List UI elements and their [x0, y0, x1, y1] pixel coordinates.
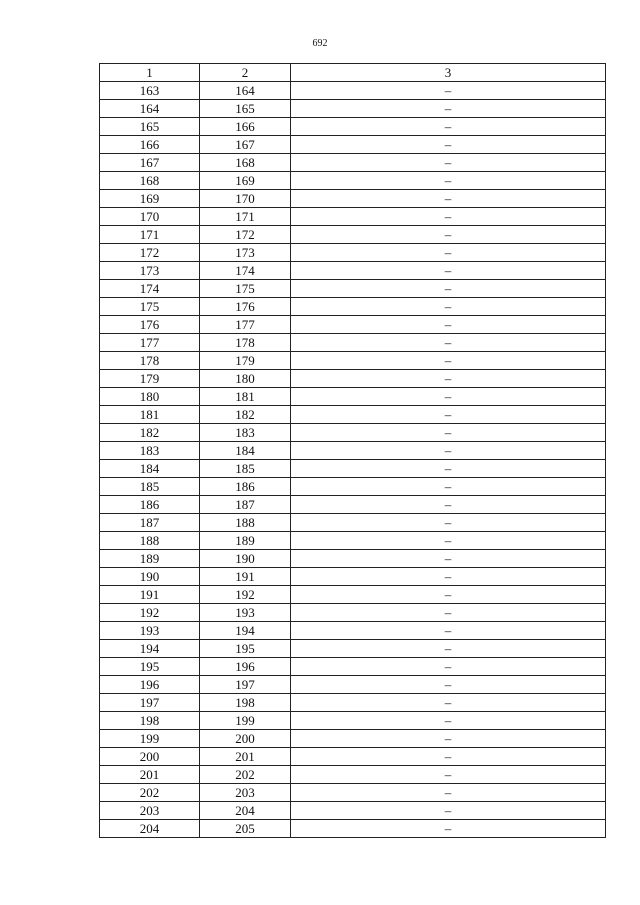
- table-cell: –: [291, 100, 606, 118]
- column-header: 3: [291, 64, 606, 82]
- table-cell: 191: [100, 586, 200, 604]
- table-cell: –: [291, 244, 606, 262]
- table-row: [100, 136, 606, 154]
- table-cell: –: [291, 730, 606, 748]
- table-cell: 194: [100, 640, 200, 658]
- table-row: [100, 244, 606, 262]
- table-cell: 202: [200, 766, 291, 784]
- table-cell: 172: [200, 226, 291, 244]
- table-cell: 176: [100, 316, 200, 334]
- table-cell: –: [291, 172, 606, 190]
- table-cell: 198: [200, 694, 291, 712]
- table-cell: 189: [200, 532, 291, 550]
- table-cell: 173: [100, 262, 200, 280]
- table-row: [100, 280, 606, 298]
- table-cell: 169: [200, 172, 291, 190]
- table-row: [100, 82, 606, 100]
- table-row: [100, 784, 606, 802]
- table-cell: –: [291, 820, 606, 838]
- table-cell: 165: [200, 100, 291, 118]
- table-cell: –: [291, 604, 606, 622]
- table-row: [100, 802, 606, 820]
- table-cell: 184: [100, 460, 200, 478]
- table-row: [100, 568, 606, 586]
- table-row: [100, 334, 606, 352]
- table-row: [100, 730, 606, 748]
- table-cell: 175: [100, 298, 200, 316]
- page-number: 692: [312, 38, 328, 49]
- table-cell: 174: [200, 262, 291, 280]
- table-cell: 183: [100, 442, 200, 460]
- table-cell: 189: [100, 550, 200, 568]
- table-cell: 173: [200, 244, 291, 262]
- table-cell: –: [291, 694, 606, 712]
- table-row: [100, 118, 606, 136]
- table-row: [100, 550, 606, 568]
- table-cell: 200: [100, 748, 200, 766]
- table-cell: 203: [100, 802, 200, 820]
- table-cell: 194: [200, 622, 291, 640]
- table-cell: 163: [100, 82, 200, 100]
- table-row: [100, 820, 606, 838]
- table-cell: 179: [100, 370, 200, 388]
- table-cell: 176: [200, 298, 291, 316]
- table-cell: 165: [100, 118, 200, 136]
- table-cell: 188: [100, 532, 200, 550]
- table-row: [100, 514, 606, 532]
- table-cell: –: [291, 370, 606, 388]
- table-cell: 183: [200, 424, 291, 442]
- table-cell: 195: [200, 640, 291, 658]
- table-cell: 174: [100, 280, 200, 298]
- table-cell: 180: [100, 388, 200, 406]
- table-cell: 164: [100, 100, 200, 118]
- table-cell: –: [291, 298, 606, 316]
- table-row: [100, 352, 606, 370]
- table-cell: 200: [200, 730, 291, 748]
- table-cell: 203: [200, 784, 291, 802]
- table-cell: 177: [200, 316, 291, 334]
- table-cell: –: [291, 316, 606, 334]
- table-cell: –: [291, 262, 606, 280]
- table-row: [100, 388, 606, 406]
- table-cell: –: [291, 280, 606, 298]
- table-row: [100, 622, 606, 640]
- table-row: [100, 478, 606, 496]
- table-row: [100, 640, 606, 658]
- table-cell: –: [291, 208, 606, 226]
- table-row: [100, 154, 606, 172]
- table-cell: –: [291, 766, 606, 784]
- table-row: [100, 658, 606, 676]
- table-cell: 196: [100, 676, 200, 694]
- table-cell: 185: [100, 478, 200, 496]
- table-cell: –: [291, 532, 606, 550]
- table-cell: –: [291, 586, 606, 604]
- table-cell: 204: [100, 820, 200, 838]
- table-cell: 192: [200, 586, 291, 604]
- table-cell: 164: [200, 82, 291, 100]
- table-cell: 166: [200, 118, 291, 136]
- table-cell: 182: [100, 424, 200, 442]
- table-cell: –: [291, 568, 606, 586]
- table-cell: 178: [100, 352, 200, 370]
- table-cell: 199: [100, 730, 200, 748]
- table-cell: 190: [200, 550, 291, 568]
- table-cell: 177: [100, 334, 200, 352]
- table-row: [100, 424, 606, 442]
- table-cell: 190: [100, 568, 200, 586]
- table-cell: 191: [200, 568, 291, 586]
- table-cell: 168: [100, 172, 200, 190]
- table-cell: –: [291, 460, 606, 478]
- table-cell: –: [291, 712, 606, 730]
- table-cell: –: [291, 802, 606, 820]
- table-cell: –: [291, 226, 606, 244]
- column-header: 2: [200, 64, 291, 82]
- table-cell: –: [291, 784, 606, 802]
- table-cell: 175: [200, 280, 291, 298]
- table-body: [100, 64, 606, 838]
- table-cell: –: [291, 514, 606, 532]
- table-cell: –: [291, 334, 606, 352]
- table-row: [100, 298, 606, 316]
- table-row: [100, 586, 606, 604]
- table-cell: 196: [200, 658, 291, 676]
- table-cell: –: [291, 478, 606, 496]
- table-row: [100, 208, 606, 226]
- table-row: [100, 676, 606, 694]
- table-cell: 182: [200, 406, 291, 424]
- table-cell: –: [291, 82, 606, 100]
- table-row: [100, 496, 606, 514]
- table-row: [100, 712, 606, 730]
- table-cell: 187: [200, 496, 291, 514]
- table-cell: 195: [100, 658, 200, 676]
- table-cell: 185: [200, 460, 291, 478]
- table-cell: 170: [100, 208, 200, 226]
- table-cell: –: [291, 496, 606, 514]
- table-cell: 166: [100, 136, 200, 154]
- table-cell: 187: [100, 514, 200, 532]
- table-cell: 193: [200, 604, 291, 622]
- table-cell: –: [291, 352, 606, 370]
- table-cell: 201: [100, 766, 200, 784]
- table-cell: –: [291, 442, 606, 460]
- column-header: 1: [100, 64, 200, 82]
- table-cell: –: [291, 136, 606, 154]
- table-cell: –: [291, 640, 606, 658]
- table-cell: 169: [100, 190, 200, 208]
- table-cell: 171: [100, 226, 200, 244]
- table-cell: 172: [100, 244, 200, 262]
- table-cell: 205: [200, 820, 291, 838]
- table-cell: 199: [200, 712, 291, 730]
- table-cell: –: [291, 676, 606, 694]
- table-cell: 197: [100, 694, 200, 712]
- table-cell: 178: [200, 334, 291, 352]
- table-cell: 204: [200, 802, 291, 820]
- table-row: [100, 100, 606, 118]
- table-row: [100, 694, 606, 712]
- table-cell: 201: [200, 748, 291, 766]
- table-row: [100, 532, 606, 550]
- table-cell: 181: [200, 388, 291, 406]
- table-cell: –: [291, 388, 606, 406]
- table-cell: –: [291, 622, 606, 640]
- table-row: [100, 748, 606, 766]
- table-row: [100, 316, 606, 334]
- table-row: [100, 766, 606, 784]
- table-row: [100, 442, 606, 460]
- table-cell: 181: [100, 406, 200, 424]
- table-cell: 202: [100, 784, 200, 802]
- table-cell: 186: [200, 478, 291, 496]
- table-row: [100, 226, 606, 244]
- data-table: [99, 63, 606, 838]
- table-cell: –: [291, 424, 606, 442]
- table-row: [100, 172, 606, 190]
- table-row: [100, 604, 606, 622]
- table-cell: 188: [200, 514, 291, 532]
- table-cell: 170: [200, 190, 291, 208]
- table-row: [100, 406, 606, 424]
- table-cell: 186: [100, 496, 200, 514]
- table-cell: –: [291, 406, 606, 424]
- table-cell: –: [291, 658, 606, 676]
- table-cell: –: [291, 154, 606, 172]
- table-cell: 198: [100, 712, 200, 730]
- table-cell: 192: [100, 604, 200, 622]
- table-row: [100, 262, 606, 280]
- table-cell: –: [291, 550, 606, 568]
- table-cell: –: [291, 118, 606, 136]
- table-cell: 167: [100, 154, 200, 172]
- table-cell: 180: [200, 370, 291, 388]
- table-cell: 179: [200, 352, 291, 370]
- table-cell: 184: [200, 442, 291, 460]
- table-row: [100, 460, 606, 478]
- table-cell: 193: [100, 622, 200, 640]
- table-row: [100, 370, 606, 388]
- table-cell: 197: [200, 676, 291, 694]
- table-cell: –: [291, 748, 606, 766]
- table-row: [100, 190, 606, 208]
- table-cell: 168: [200, 154, 291, 172]
- table-cell: 171: [200, 208, 291, 226]
- table-cell: 167: [200, 136, 291, 154]
- header-row: [100, 64, 606, 82]
- table-cell: –: [291, 190, 606, 208]
